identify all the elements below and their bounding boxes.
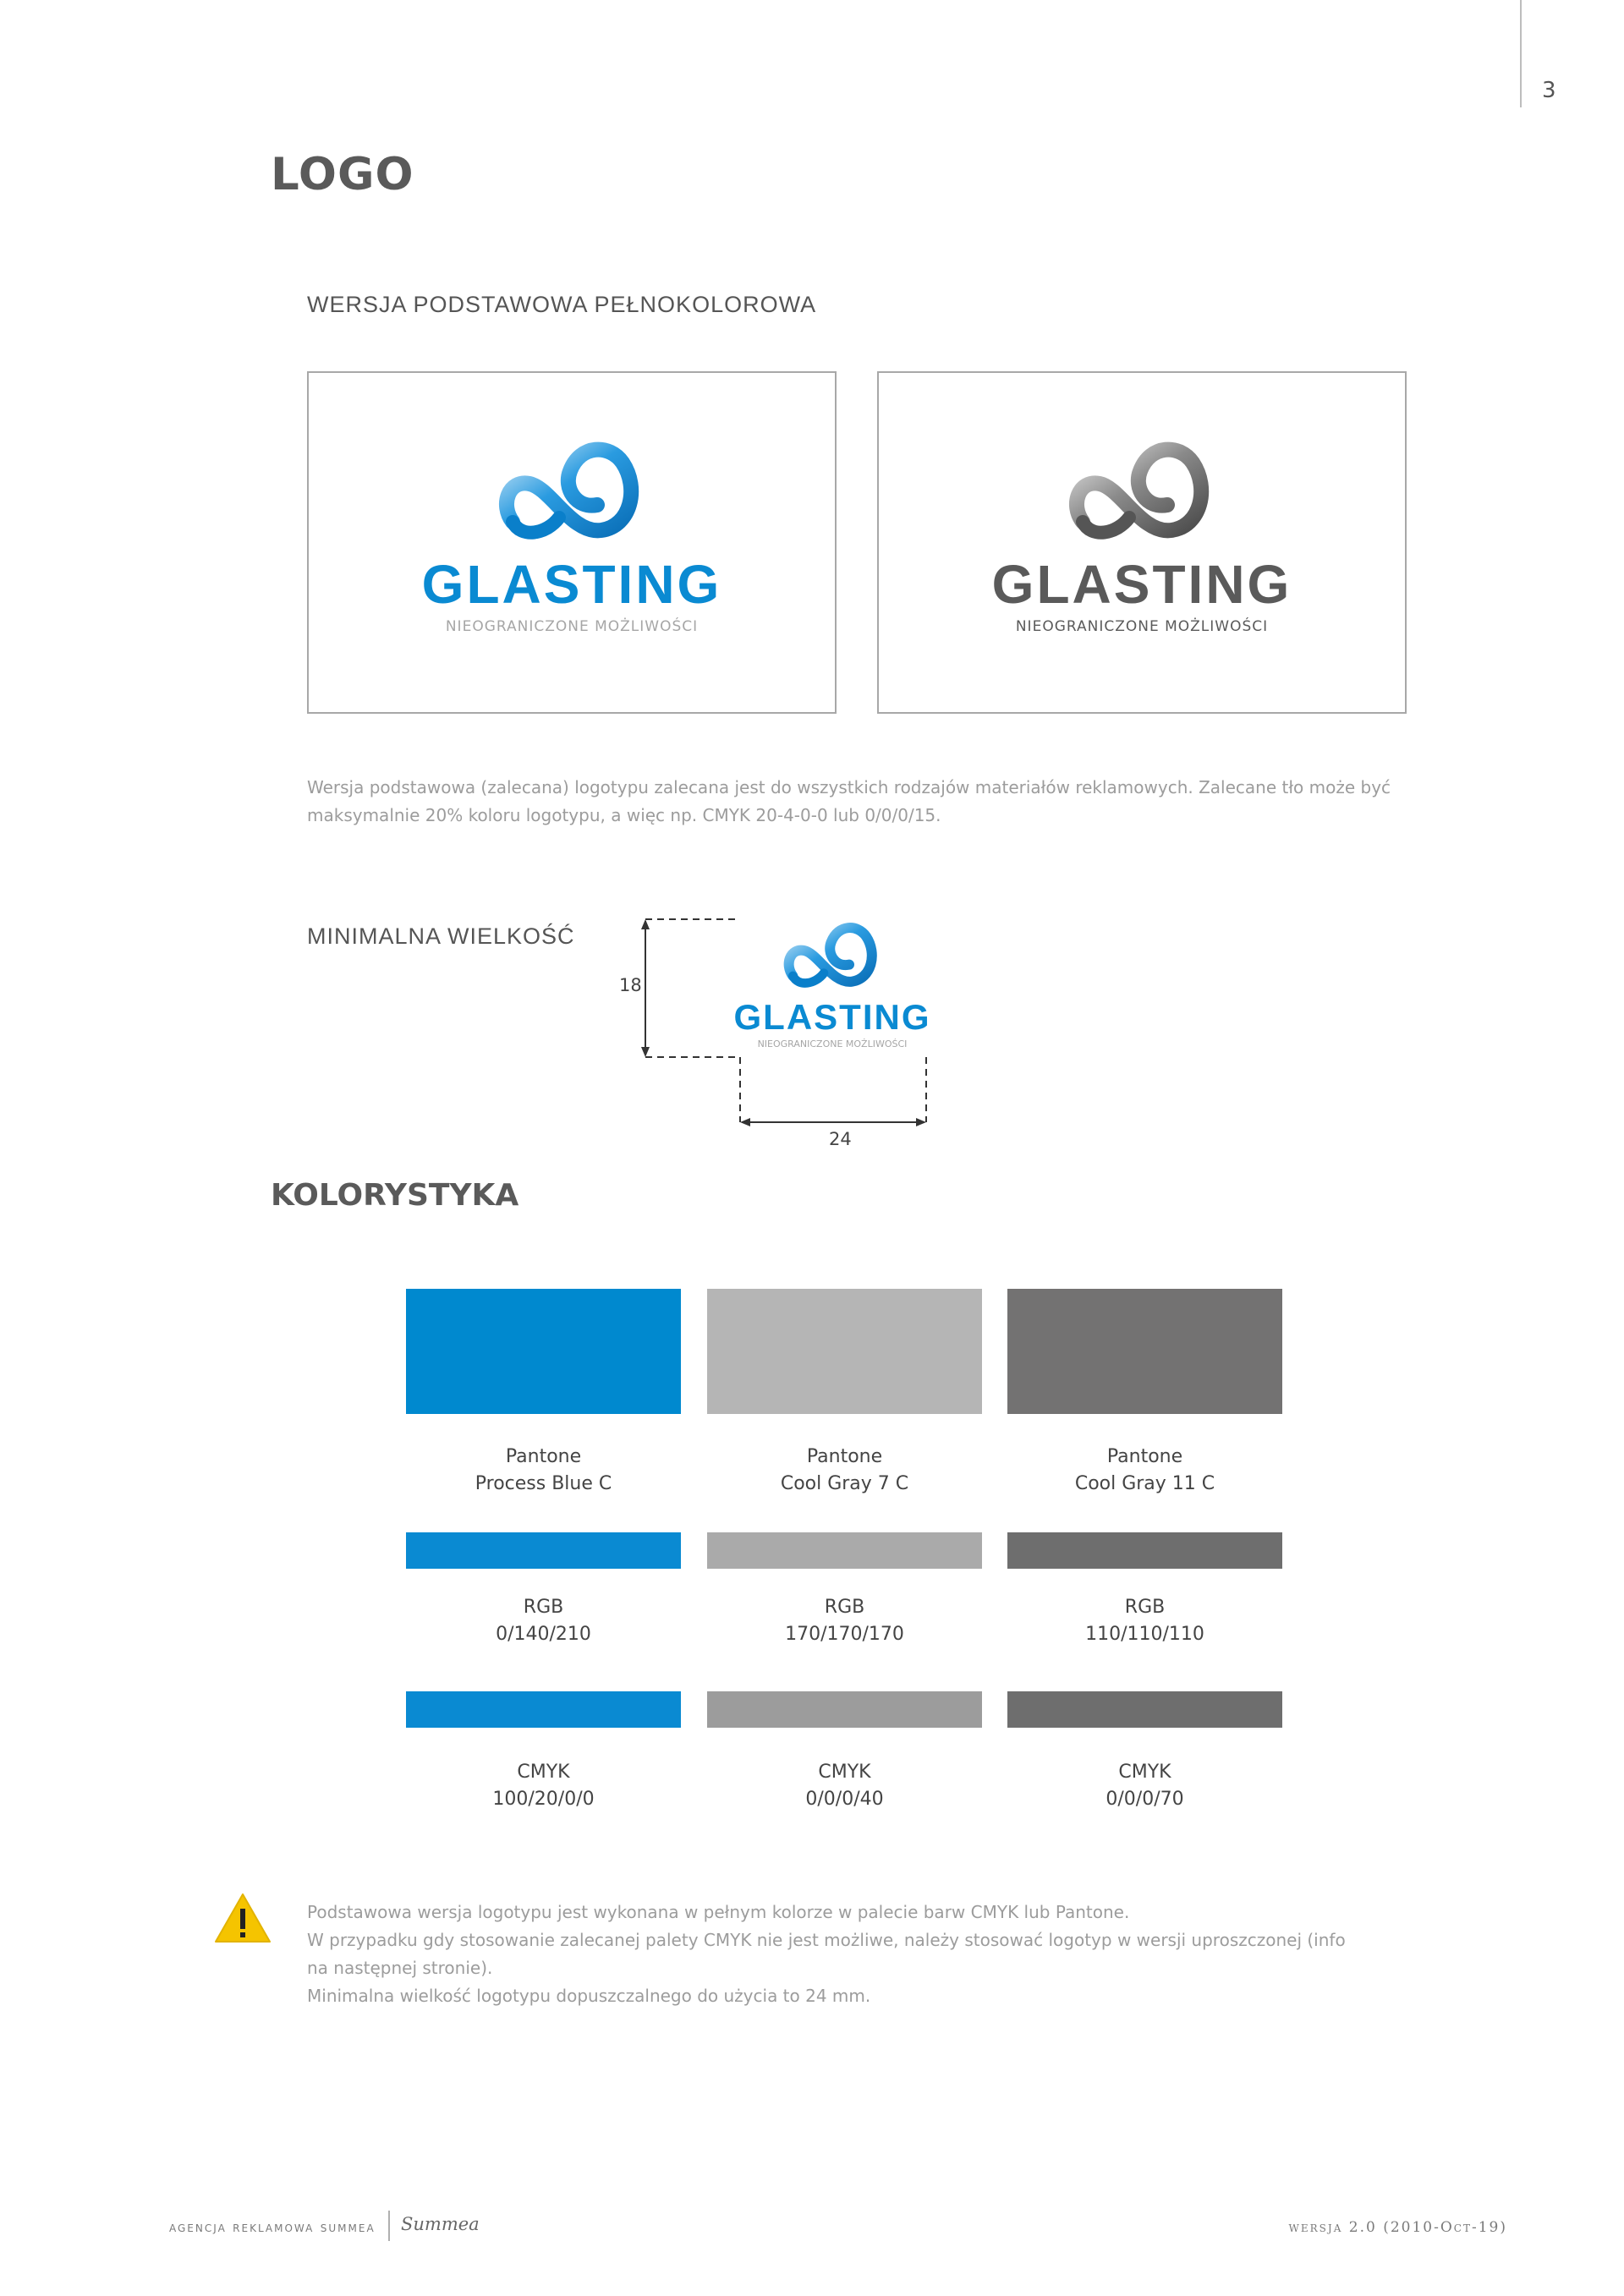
cmyk-value: 0/0/0/40: [805, 1789, 884, 1810]
pantone-value: Cool Gray 7 C: [780, 1473, 909, 1494]
infinity-icon: [1066, 437, 1218, 556]
rgb-swatch-light-gray: [707, 1532, 982, 1569]
pantone-heading: Pantone: [505, 1446, 582, 1467]
rgb-heading: RGB: [523, 1597, 564, 1618]
cmyk-value: 100/20/0/0: [492, 1789, 595, 1810]
brand-wordmark: GLASTING: [991, 554, 1292, 615]
brand-tagline: NIEOGRANICZONE MOŻLIWOŚCI: [757, 1038, 908, 1049]
note-line: Minimalna wielkość logotypu dopuszczalnego do użycia to 24 mm.: [307, 1986, 871, 2006]
pantone-swatch-dark-gray: [1007, 1289, 1282, 1414]
rgb-label-light-gray: [707, 1594, 982, 1648]
pantone-swatch-light-gray: [707, 1289, 982, 1414]
footer-divider: [388, 2211, 390, 2241]
footer-signature-logo: Summea: [401, 2214, 480, 2234]
pantone-swatch-blue: [406, 1289, 681, 1414]
min-size-logo: [733, 918, 931, 1049]
rgb-swatch-dark-gray: [1007, 1532, 1282, 1569]
pantone-value: Process Blue C: [475, 1473, 612, 1494]
brand-wordmark: GLASTING: [733, 997, 931, 1037]
colors-section-title: KOLORYSTYKA: [271, 1178, 519, 1213]
rgb-label-dark-gray: [1007, 1594, 1282, 1648]
color-logo: [309, 437, 835, 634]
grayscale-logo-panel: [877, 371, 1407, 714]
page-number: 3: [1542, 78, 1556, 103]
page-edge-line: [1520, 0, 1522, 107]
logo-description: Wersja podstawowa (zalecana) logotypu zalecana jest do wszystkich rodzajów materiałów reklamowych. Zalecane tło może być maksymalnie 20% koloru logotypu, a więc np. CMYK 20-4-0-0 lub 0/0/0/15.: [307, 777, 1391, 825]
rgb-value: 0/140/210: [496, 1624, 591, 1645]
color-logo-panel: [307, 371, 837, 714]
cmyk-swatch-blue: [406, 1691, 681, 1728]
min-width-label: 24: [829, 1129, 852, 1149]
cmyk-heading: CMYK: [517, 1762, 570, 1783]
note-line: na następnej stronie).: [307, 1958, 493, 1978]
rgb-heading: RGB: [1124, 1597, 1166, 1618]
rgb-label-blue: [406, 1594, 681, 1648]
cmyk-label-light-gray: [707, 1759, 982, 1813]
cmyk-heading: CMYK: [818, 1762, 871, 1783]
pantone-heading: Pantone: [1106, 1446, 1183, 1467]
footer-version: wersja 2.0 (2010-Oct-19): [1288, 2219, 1507, 2236]
cmyk-swatch-light-gray: [707, 1691, 982, 1728]
logo-section-title: LOGO: [271, 149, 414, 200]
infinity-icon: [496, 437, 648, 556]
cmyk-value: 0/0/0/70: [1106, 1789, 1184, 1810]
brand-wordmark: GLASTING: [421, 554, 722, 615]
rgb-swatch-blue: [406, 1532, 681, 1569]
rgb-heading: RGB: [824, 1597, 865, 1618]
pantone-label-blue: [406, 1444, 681, 1498]
cmyk-label-blue: [406, 1759, 681, 1813]
pantone-label-light-gray: [707, 1444, 982, 1498]
infinity-icon: [782, 918, 883, 1000]
note-line: Podstawowa wersja logotypu jest wykonana w pełnym kolorze w palecie barw CMYK lub Pantone.: [307, 1902, 1130, 1922]
rgb-value: 110/110/110: [1085, 1624, 1204, 1645]
brand-tagline: NIEOGRANICZONE MOŻLIWOŚCI: [445, 618, 699, 635]
cmyk-heading: CMYK: [1118, 1762, 1171, 1783]
pantone-heading: Pantone: [806, 1446, 883, 1467]
pantone-value: Cool Gray 11 C: [1074, 1473, 1215, 1494]
rgb-value: 170/170/170: [785, 1624, 904, 1645]
brand-tagline: NIEOGRANICZONE MOŻLIWOŚCI: [1015, 618, 1269, 635]
warning-icon: [213, 1892, 272, 1944]
cmyk-swatch-dark-gray: [1007, 1691, 1282, 1728]
min-size-subtitle: MINIMALNA WIELKOŚĆ: [307, 923, 575, 949]
pantone-label-dark-gray: [1007, 1444, 1282, 1498]
usage-note: [307, 1899, 1407, 2010]
grayscale-logo: [879, 437, 1405, 634]
note-line: W przypadku gdy stosowanie zalecanej palety CMYK nie jest możliwe, należy stosować logotyp w wersji uproszczonej (info: [307, 1930, 1346, 1950]
min-height-label: 18: [619, 975, 642, 995]
footer-agency: agencja reklamowa summea: [169, 2219, 376, 2236]
cmyk-label-dark-gray: [1007, 1759, 1282, 1813]
logo-section-subtitle: WERSJA PODSTAWOWA PEŁNOKOLOROWA: [307, 292, 817, 317]
